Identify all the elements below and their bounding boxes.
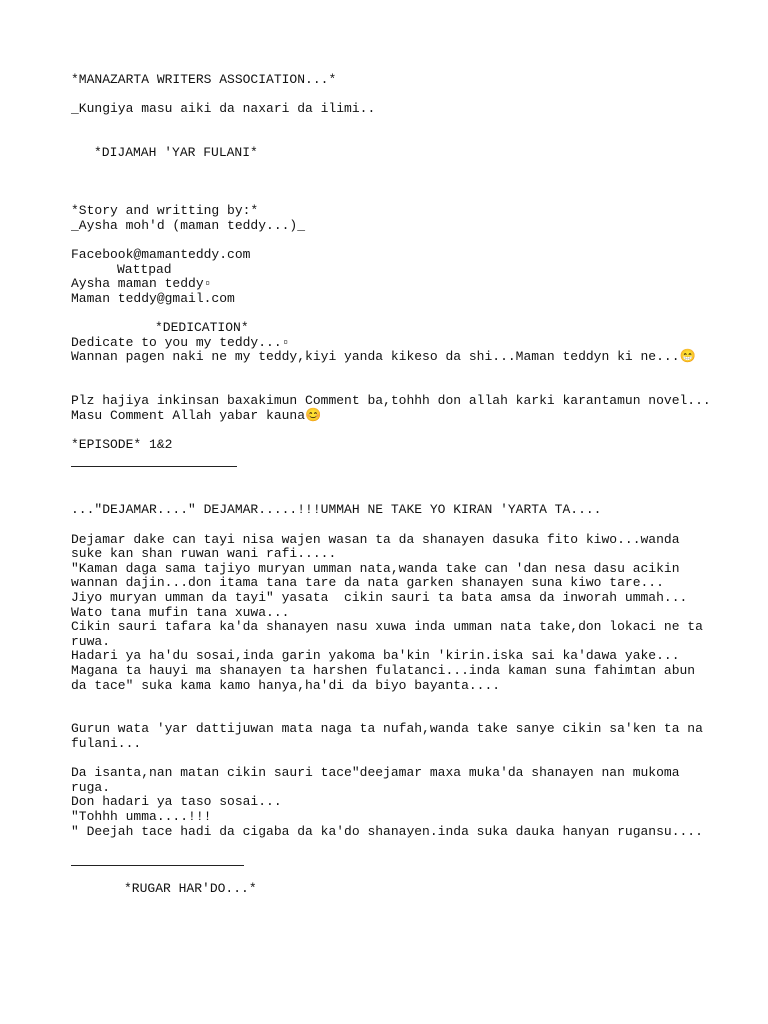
document-page xyxy=(71,73,711,897)
dedication-line-2: Wannan pagen naki ne my teddy,kiyi yanda kikeso da shi...Maman teddyn ki ne...😁 xyxy=(71,349,696,365)
paragraph-line: Don hadari ya taso sosai... xyxy=(71,794,282,810)
wattpad-label: Wattpad xyxy=(117,261,172,277)
section-divider xyxy=(71,466,237,467)
paragraph-line: Magana ta hauyi ma shanayen ta harshen fulatanci...inda kaman suna fahimtan abun da tace" suka kama kamo hanya,ha'di da biyo bayanta.... xyxy=(71,662,703,693)
association-heading: *MANAZARTA WRITERS ASSOCIATION...* xyxy=(71,72,337,87)
dedication-line-1: Dedicate to you my teddy...▫ xyxy=(71,334,290,350)
comment-note-line-2: Masu Comment Allah yabar kauna😊 xyxy=(71,407,322,423)
paragraph-line: Dejamar dake can tayi nisa wajen wasan ta da shanayen dasuka fito kiwo...wanda suke kan shan ruwan wani rafi..... xyxy=(71,531,688,562)
paragraph-line: Da isanta,nan matan cikin sauri tace"deejamar maxa muka'da shanayen nan mukoma ruga. xyxy=(71,765,688,795)
paragraph-line: "Kaman daga sama tajiyo muryan umman nata,wanda take can 'dan nesa dasu acikin wannan dajin...don itama tana tare da nata garken shanayen suna kiwo tare... xyxy=(71,560,688,591)
author-name: _Aysha moh'd (maman teddy...)_ xyxy=(71,217,306,233)
story-paragraph-2 xyxy=(71,722,711,751)
chapter-heading: *RUGAR HAR'DO...* xyxy=(124,881,257,897)
episode-label: *EPISODE* 1&2 xyxy=(71,436,173,452)
paragraph-line: Gurun wata 'yar dattijuwan mata naga ta nufah,wanda take sanye cikin sa'ken ta na fulani... xyxy=(71,721,711,751)
email-address: Maman teddy@gmail.com xyxy=(71,290,235,306)
paragraph-line: Wato tana mufin tana xuwa... xyxy=(71,604,290,620)
paragraph-line: Jiyo muryan umman da tayi" yasata cikin sauri ta bata amsa da inworah ummah... xyxy=(71,590,688,606)
credits-label: *Story and writting by:* xyxy=(71,203,259,219)
paragraph-line: Cikin sauri tafara ka'da shanayen nasu xuwa inda umman nata take,don lokaci ne ta ruwa. xyxy=(71,619,711,649)
credits-block xyxy=(71,204,711,306)
story-paragraph-3 xyxy=(71,766,711,839)
comment-note-block xyxy=(71,394,711,423)
comment-note-line-1: Plz hajiya inkinsan baxakimun Comment ba,tohhh don allah karki karantamun novel... xyxy=(71,393,711,409)
paragraph-line: Hadari ya ha'du sosai,inda garin yakoma ba'kin 'kirin.iska sai ka'dawa yake... xyxy=(71,648,680,664)
story-paragraph-1 xyxy=(71,533,711,694)
facebook-handle: Facebook@mamanteddy.com xyxy=(71,247,251,263)
motto-line: _Kungiya masu aiki da naxari da ilimi.. xyxy=(71,101,376,117)
story-title: *DIJAMAH 'YAR FULANI* xyxy=(94,144,258,160)
dedication-heading: *DEDICATION* xyxy=(155,320,249,336)
paragraph-line: " Deejah tace hadi da cigaba da ka'do shanayen.inda suka dauka hanyan rugansu.... xyxy=(71,823,703,839)
dedication-block xyxy=(71,321,711,365)
section-divider xyxy=(71,865,244,866)
wattpad-name: Aysha maman teddy▫ xyxy=(71,276,212,292)
paragraph-line: "Tohhh umma....!!! xyxy=(71,808,212,824)
story-opening-line: ..."DEJAMAR...." DEJAMAR.....!!!UMMAH NE TAKE YO KIRAN 'YARTA TA.... xyxy=(71,502,602,518)
